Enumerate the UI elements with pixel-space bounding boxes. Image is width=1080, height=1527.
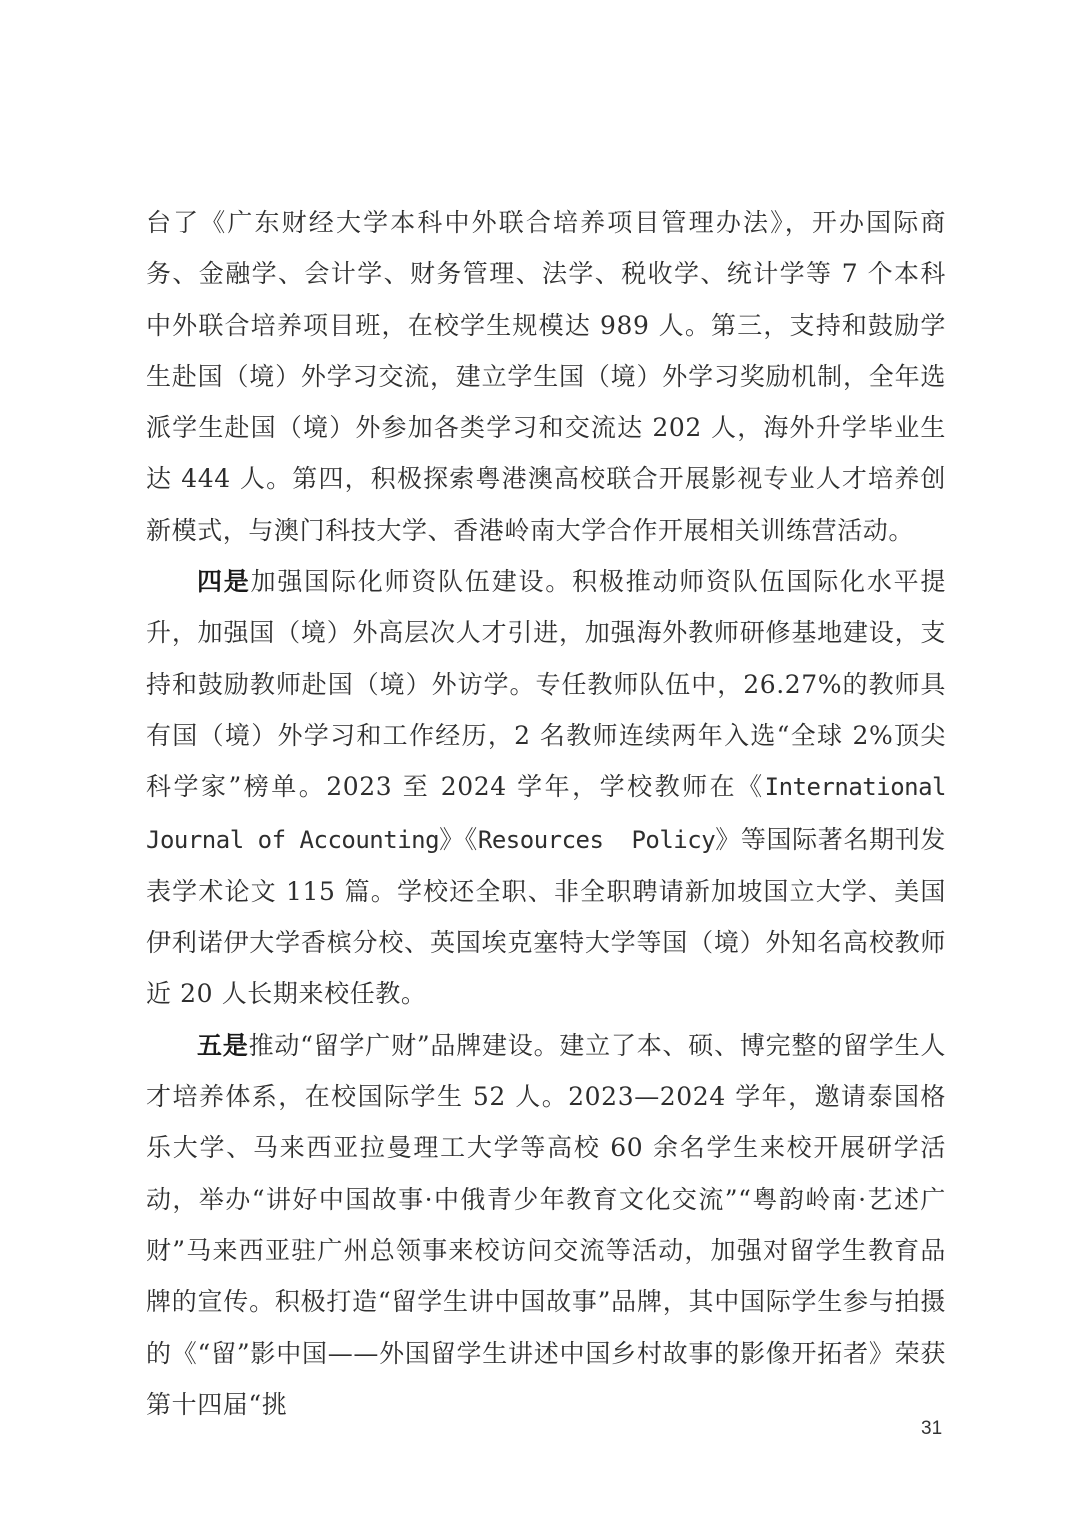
- paragraph-text: 推动“留学广财”品牌建设。建立了本、硕、博完整的留学生人才培养体系，在校国际学生 52 人。2023—2024 学年，邀请泰国格乐大学、马来西亚拉曼理工大学等高校 60 余名学生来校开展研学活动，举办“讲好中国故事·中俄青少年教育文化交流”“粤韵岭南·艺述广财”马来西亚驻广州总领事来校访问交流等活动，加强对留学生教育品牌的宣传。积极打造“留学生讲中国故事”品牌，其中国际学生参与拍摄的《“留”影中国——外国留学生讲述中国乡村故事的影像开拓者》荣获第十四届“挑: [146, 1030, 946, 1419]
- paragraph-faculty-internationalization: [146, 556, 946, 1020]
- paragraph-study-abroad-brand: [146, 1020, 946, 1430]
- paragraph-text: 》等国际著名期刊发表学术论文 115 篇。学校还全职、非全职聘请新加坡国立大学、美国伊利诺伊大学香槟分校、英国埃克塞特大学等国（境）外知名高校教师近 20 人长期来校任教。: [146, 824, 947, 1009]
- page-number: 31: [921, 1418, 943, 1439]
- paragraph-lead-five: 五是: [197, 1030, 249, 1060]
- journal-title-resources-policy: Resources Policy: [477, 825, 716, 854]
- journal-title-accounting: International Journal of Accounting: [146, 773, 946, 854]
- paragraph-text: 台了《广东财经大学本科中外联合培养项目管理办法》，开办国际商务、金融学、会计学、财务管理、法学、税收学、统计学等 7 个本科中外联合培养项目班，在校学生规模达 989 人。第三，支持和鼓励学生赴国（境）外学习交流，建立学生国（境）外学习奖励机制，全年选派学生赴国（境）外参加各类学习和交流达 202 人，海外升学毕业生达 444 人。第四，积极探索粤港澳高校联合开展影视专业人才培养创新模式，与澳门科技大学、香港岭南大学合作开展相关训练营活动。: [146, 208, 946, 545]
- body-text: [146, 197, 946, 1430]
- paragraph-lead-four: 四是: [197, 567, 251, 597]
- paragraph-text: 加强国际化师资队伍建设。积极推动师资队伍国际化水平提升，加强国（境）外高层次人才引进，加强海外教师研修基地建设，支持和鼓励教师赴国（境）外访学。专任教师队伍中，26.27%的教师具有国（境）外学习和工作经历，2 名教师连续两年入选“全球 2%顶尖科学家”榜单。2023 至 2024 学年，学校教师在《: [146, 567, 946, 802]
- paragraph-text: 》《: [439, 824, 478, 854]
- paragraph-continued-international-programs: [146, 197, 946, 556]
